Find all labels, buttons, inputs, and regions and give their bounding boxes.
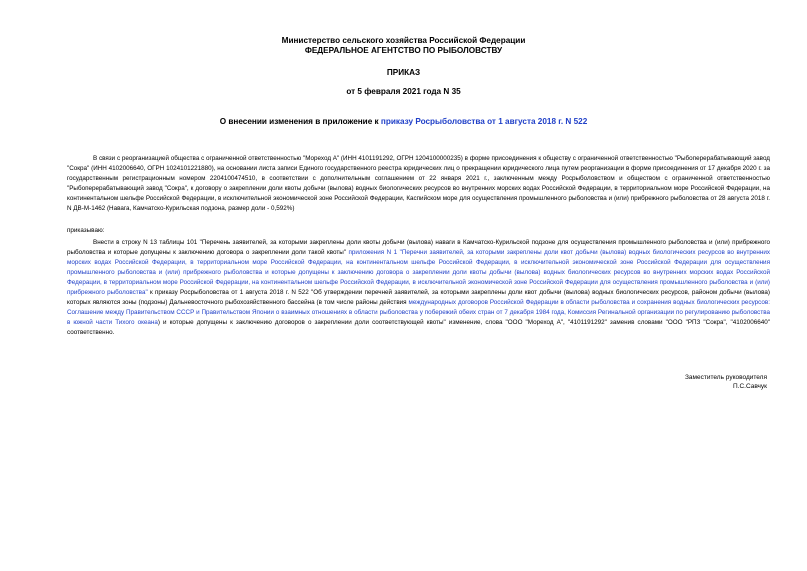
signatory-position: Заместитель руководителя: [685, 374, 767, 381]
order-text-part2: к приказу Росрыболовства от 1 августа 2018 г. N 522 "Об утверждении перечней заявителей, за которыми закреплены доли квот добычи (вылова) водных биологических ресурсов, районом добычи (вылова) которых являются зоны (подзоны) Дальневосточного рыбохозяйственного бассейна (в том числе районы действия: [67, 289, 770, 306]
ministry-name: Министерство сельского хозяйства Российской Федерации: [281, 36, 526, 45]
preamble-paragraph: В связи с реорганизацией общества с ограниченной ответственностью "Мореход А" (ИНН 4101191292, ОГРН 1204100000235) в форме присоединения к обществу с ограниченной ответственностью "Рыбоперерабатывающий завод "Сокра" (ИНН 4102006640, ОГРН 1024101221880), на основании листа записи Единого государственного реестра юридических лиц о прекращении юридического лица путем реорганизации в форме присоединения от 17 декабря 2020 г. за государственным регистрационным номером 2204100474510, в соответствии с дополнительным соглашением от 22 января 2021 г., заключенным между Росрыболовством и обществом с ограниченной ответственностью "Рыбоперерабатывающий завод "Сокра", к договору о закреплении доли квоты добычи (вылова) водных биологических ресурсов во внутренних морских водах Российской Федерации, в территориальном море Российской Федерации, на континентальном шельфе Российской Федерации, в исключительной экономической зоне Российской Федерации, Каспийском море для осуществления промышленного рыболовства и (или) прибрежного рыболовства от 28 августа 2018 г. N ДВ-М-1462 (Навага, Камчатско-Курильская подзона, размер доли - 0,592%): [67, 155, 770, 212]
agency-name: ФЕДЕРАЛЬНОЕ АГЕНТСТВО ПО РЫБОЛОВСТВУ: [304, 46, 503, 55]
document-subject: [0, 117, 807, 127]
subject-link[interactable]: приказу Росрыболовства от 1 августа 2018 г. N 522: [380, 117, 588, 126]
document-type: ПРИКАЗ: [386, 68, 421, 77]
subject-prefix: О внесении изменения в приложение к: [219, 117, 381, 126]
annex-link[interactable]: приложения N 1 "Перечни заявителей, за которыми закреплены доли квот добычи (вылова) водных биологических ресурсов во внутренних морских водах Российской Федерации, в территориальном море Российской Федерации, на континентальном шельфе Российской Федерации, в исключительной экономической зоне Российской Федерации для осуществления промышленного рыболовства и (или) прибрежного рыболовства и которые допущены к заключению договора о закреплении доли квоты добычи (вылова) водных биологических ресурсов во внутренних морских водах Российской Федерации, в территориальном море Российской Федерации, на континентальном шельфе Российской Федерации, в исключительной экономической зоне Российской Федерации для осуществления промышленного рыболовства и (или) прибрежного рыболовства": [67, 249, 770, 296]
order-text-part3: ) и которые допущены к заключению договоров о закреплении доли соответствующей квоты" изменение, слова "ООО "Мореход А", "4101191292" заменив словами "ООО "РПЗ "Сокра", "4102006640" соответственно.: [67, 319, 770, 336]
treaties-link[interactable]: международных договоров Российской Федерации в области рыболовства и сохранения водных биологических ресурсов: Соглашение между Правительством СССР и Правительством Японии о взаимных отношениях в области рыболовства у побережий обеих стран от 7 декабря 1984 года, Комиссия Регинальной организации по регулированию рыболовства в южной части Тихого океана: [67, 299, 770, 326]
document-date-number: от 5 февраля 2021 года N 35: [346, 87, 461, 96]
order-word: приказываю:: [67, 227, 105, 234]
signatory-name: П.С.Савчук: [732, 383, 767, 390]
order-paragraph: [67, 238, 770, 338]
order-text-part1: Внести в строку N 13 таблицы 101 "Перечень заявителей, за которыми закреплены доли квоты добычи (вылова) наваги в Камчатско-Курильской подзоне для осуществления промышленного рыболовства и (или) прибрежного рыболовства и которые допущены к заключению договора о закреплении доли такой квоты": [67, 239, 770, 256]
